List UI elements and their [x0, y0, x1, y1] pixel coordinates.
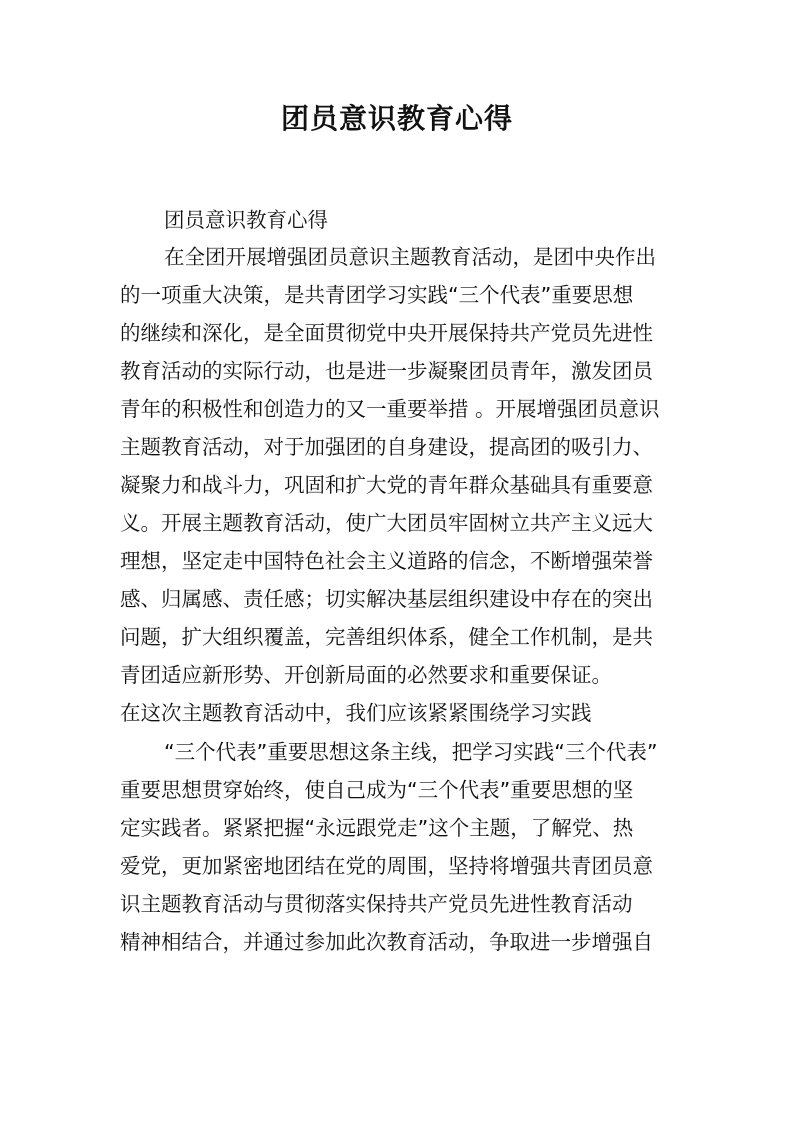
paragraph-line: 的一项重大决策，是共青团学习实践“三个代表”重要思想 — [120, 283, 634, 307]
paragraph-line: 定实践者。紧紧把握“永远跟党走”这个主题，了解党、热 — [120, 816, 634, 840]
paragraph-line: 识主题教育活动与贯彻落实保持共产党员先进性教育活动 — [120, 892, 633, 916]
paragraph-line: 爱党，更加紧密地团结在党的周围，坚持将增强共青团员意 — [120, 854, 653, 878]
paragraph-line: 问题，扩大组织覆盖，完善组织体系，健全工作机制，是共 — [120, 625, 653, 649]
paragraph-line: 重要思想贯穿始终，使自己成为“三个代表”重要思想的坚 — [120, 778, 634, 802]
document-title: 团员意识教育心得 — [280, 102, 513, 135]
paragraph-line: “三个代表”重要思想这条主线，把学习实践“三个代表” — [164, 740, 658, 764]
paragraph-line: 的继续和深化，是全面贯彻党中央开展保持共产党员先进性 — [120, 321, 653, 345]
paragraph-line: 团员意识教育心得 — [164, 208, 328, 232]
paragraph-line: 青团适应新形势、开创新局面的必然要求和重要保证。 — [120, 663, 612, 687]
paragraph-line: 教育活动的实际行动，也是进一步凝聚团员青年，激发团员 — [120, 359, 653, 383]
paragraph-line: 凝聚力和战斗力，巩固和扩大党的青年群众基础具有重要意 — [120, 473, 653, 497]
paragraph-line: 理想，坚定走中国特色社会主义道路的信念，不断增强荣誉 — [120, 549, 653, 573]
paragraph-line: 义。开展主题教育活动，使广大团员牢固树立共产主义远大 — [120, 511, 653, 535]
paragraph-line: 主题教育活动，对于加强团的自身建设，提高团的吸引力、 — [120, 435, 653, 459]
paragraph-line: 精神相结合，并通过参加此次教育活动，争取进一步增强自 — [120, 930, 653, 954]
paragraph-line: 在这次主题教育活动中，我们应该紧紧围绕学习实践 — [120, 701, 592, 725]
paragraph-line: 在全团开展增强团员意识主题教育活动，是团中央作出 — [164, 245, 656, 269]
paragraph-line: 青年的积极性和创造力的又一重要举措 。开展增强团员意识 — [120, 397, 660, 421]
paragraph-line: 感、归属感、责任感；切实解决基层组织建设中存在的突出 — [120, 587, 653, 611]
